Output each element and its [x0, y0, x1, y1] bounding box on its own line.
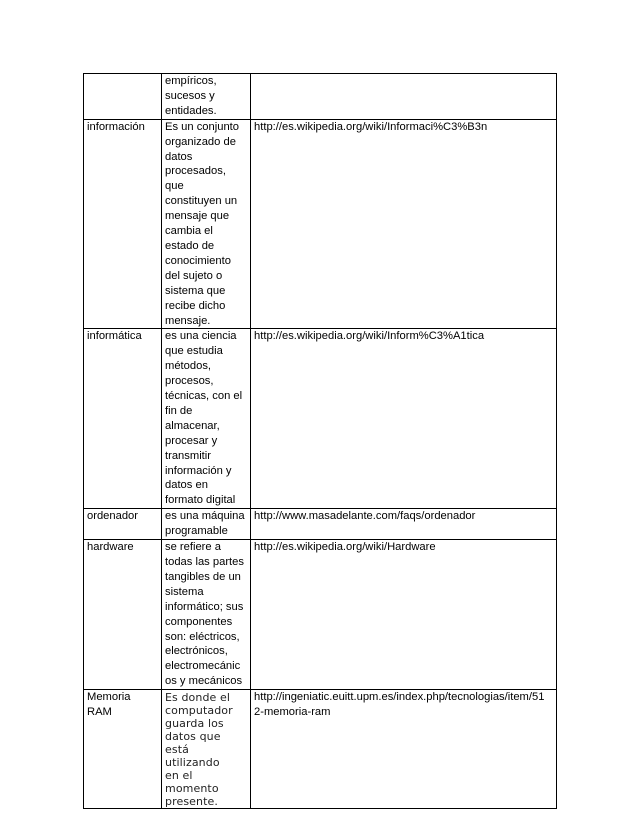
- source-url: http://es.wikipedia.org/wiki/Inform%C3%A1tica: [254, 330, 485, 343]
- definition-text: se refiere a todas las partes tangibles de un sistema informático; sus componentes son: eléctricos, electrónicos, electromecánic os y mecánicos: [165, 541, 244, 688]
- definition-text: es una ciencia que estudia métodos, procesos, técnicas, con el fin de almacenar, procesar y transmitir información y datos en formato digital: [165, 330, 243, 507]
- source-url: http://www.masadelante.com/faqs/ordenador: [254, 510, 476, 523]
- table-row: [84, 690, 557, 809]
- term-cell: hardware: [84, 540, 162, 690]
- definition-text: Es donde el computador guarda los datos que está utilizando en el momento presente.: [165, 691, 233, 809]
- definition-cell: [162, 540, 251, 690]
- definition-cell: [162, 690, 251, 809]
- definition-text: Es un conjunto organizado de datos procesados, que constituyen un mensaje que cambia el estado de conocimiento del sujeto o sistema que recibe dicho mensaje.: [165, 120, 240, 327]
- term-cell: Memoria RAM: [84, 690, 162, 809]
- source-cell: [251, 540, 557, 690]
- source-url: http://ingeniatic.euitt.upm.es/index.php/tecnologias/item/51 2-memoria-ram: [254, 691, 545, 719]
- table-row: [84, 509, 557, 540]
- definition-cell: [162, 329, 251, 509]
- table-row: [84, 540, 557, 690]
- definition-cell: [162, 509, 251, 540]
- source-cell: [251, 690, 557, 809]
- source-cell: [251, 329, 557, 509]
- definition-text: es una máquina programable: [165, 510, 245, 538]
- source-url: http://es.wikipedia.org/wiki/Hardware: [254, 541, 436, 554]
- definition-cell: [162, 74, 251, 120]
- table-row: [84, 74, 557, 120]
- term-cell: ordenador: [84, 509, 162, 540]
- term-cell: [84, 74, 162, 120]
- table-row: [84, 329, 557, 509]
- source-url: http://es.wikipedia.org/wiki/Informaci%C3%B3n: [254, 120, 488, 133]
- source-cell: [251, 119, 557, 329]
- glossary-table: [83, 73, 557, 809]
- definition-cell: [162, 119, 251, 329]
- source-cell: [251, 509, 557, 540]
- term-cell: información: [84, 119, 162, 329]
- definition-text: empíricos, sucesos y entidades.: [165, 75, 217, 117]
- source-cell: [251, 74, 557, 120]
- table-row: [84, 119, 557, 329]
- term-cell: informática: [84, 329, 162, 509]
